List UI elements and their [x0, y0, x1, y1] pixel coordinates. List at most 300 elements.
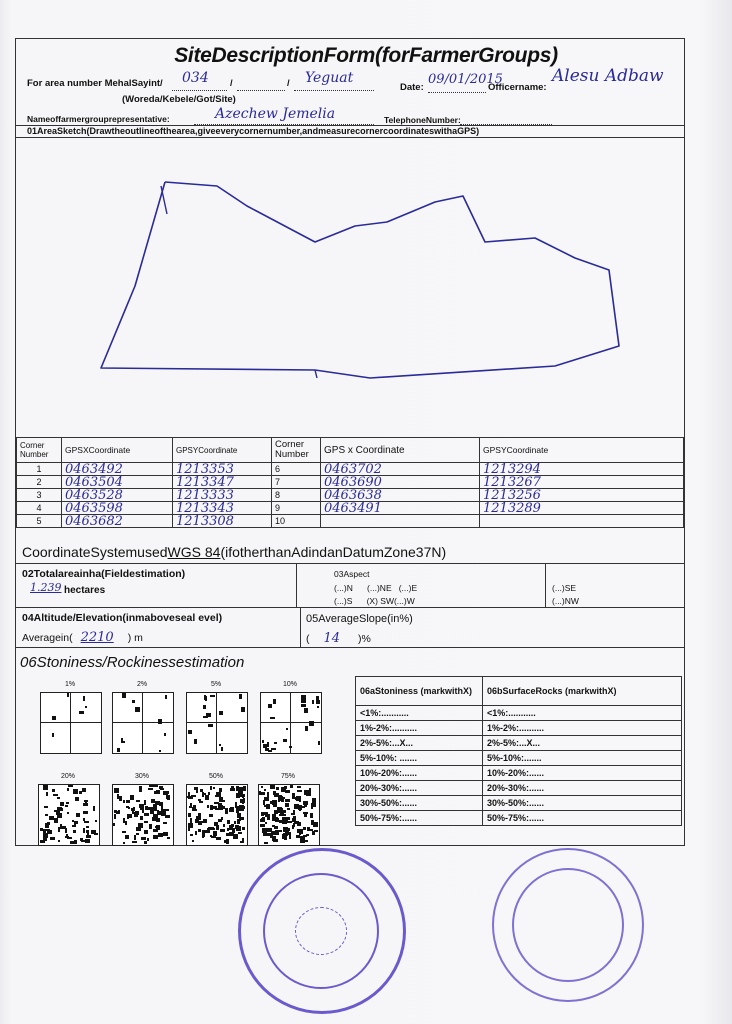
stone-mark [196, 789, 198, 793]
stone-mark [67, 812, 69, 814]
table-row: 5 0463682 1213308 10 [17, 515, 684, 528]
stone-mark [147, 838, 149, 841]
stone-mark [82, 788, 86, 792]
stone-mark [279, 814, 283, 816]
stone-mark [305, 790, 309, 794]
stone-mark [53, 794, 58, 796]
stone-mark [221, 817, 223, 820]
stone-mark [285, 828, 290, 831]
stone-mark [304, 814, 307, 817]
stone-mark [151, 799, 155, 803]
stone-mark [57, 797, 60, 799]
stone-mark [159, 802, 163, 806]
stone-mark [45, 814, 48, 816]
stone-mark [292, 818, 296, 822]
stone-mark [135, 707, 140, 712]
stone-mark [312, 831, 315, 835]
stone-mark [67, 693, 69, 697]
stone-mark [227, 828, 229, 831]
stone-mark [65, 836, 69, 838]
stone-mark [58, 827, 60, 832]
stone-mark [306, 834, 309, 836]
stone-mark [131, 808, 135, 811]
stoniness-grid-5pct [186, 692, 248, 754]
stone-mark [132, 841, 137, 843]
stone-mark [85, 706, 87, 708]
stone-mark [205, 830, 210, 833]
stone-mark [289, 832, 291, 837]
stone-mark [210, 695, 215, 697]
stone-mark [139, 789, 141, 792]
stone-mark [236, 826, 241, 831]
stone-mark [114, 810, 117, 813]
stone-mark [144, 841, 147, 844]
stone-mark [192, 808, 195, 811]
stone-mark [283, 814, 286, 816]
stone-mark [301, 695, 306, 700]
slope-line: ( 14 )% [306, 631, 371, 646]
stone-mark [73, 789, 78, 794]
stone-mark [265, 812, 268, 816]
table-row: 10%-20%:...... 10%-20%:...... [356, 766, 682, 781]
stone-mark [274, 826, 278, 829]
stone-mark [289, 746, 292, 748]
stone-mark [264, 789, 266, 791]
stone-mark [198, 799, 201, 801]
stone-mark [293, 812, 295, 815]
area-sublabel: (Woreda/Kebele/Got/Site) [122, 94, 236, 105]
stone-mark [157, 812, 161, 815]
stone-mark [264, 842, 268, 844]
table-row: 1 0463492 1213353 6 0463702 1213294 [17, 463, 684, 476]
table-row: 2%-5%:...X... 2%-5%:...X... [356, 736, 682, 751]
stone-mark [281, 799, 284, 802]
stone-mark [114, 814, 116, 819]
header-stoniness: 06aStoniness (markwithX) [356, 677, 483, 706]
table-row: 30%-50%:...... 30%-50%:...... [356, 796, 682, 811]
stone-mark [123, 842, 125, 844]
stone-mark [208, 724, 213, 727]
stone-mark [311, 807, 313, 809]
stone-mark [297, 786, 301, 788]
stone-mark [123, 800, 125, 803]
grid-label: 75% [280, 773, 295, 780]
header-gps-y-2: GPSYCoordinate [480, 438, 684, 463]
stone-mark [165, 695, 167, 699]
coordinate-system-line: CoordinateSystemusedWGS 84(ifotherthanAdindanDatumZone37N) [22, 544, 447, 560]
stone-mark [159, 750, 161, 752]
stone-mark [85, 839, 90, 843]
stone-mark [299, 800, 301, 802]
stone-mark [79, 711, 84, 714]
grid-label: 10% [282, 681, 297, 688]
stone-mark [297, 790, 302, 792]
stone-mark [136, 833, 139, 835]
stone-mark [68, 785, 73, 787]
stone-mark [293, 823, 295, 827]
stone-mark [114, 788, 119, 793]
stone-mark [60, 802, 64, 806]
stoniness-grid-75pct [258, 784, 320, 846]
stone-mark [316, 696, 319, 700]
stone-mark [126, 800, 130, 803]
stone-mark [214, 822, 218, 826]
stone-mark [209, 814, 213, 817]
stone-mark [285, 799, 290, 802]
stone-mark [276, 787, 279, 790]
stone-mark [135, 811, 139, 815]
stone-mark [219, 711, 223, 715]
stone-mark [74, 840, 77, 844]
stone-mark [130, 795, 134, 800]
stone-mark [231, 824, 233, 826]
stone-mark [273, 791, 276, 795]
stone-mark [44, 806, 48, 808]
stone-mark [46, 792, 48, 796]
stone-mark [286, 728, 288, 730]
stone-mark [284, 788, 286, 791]
stone-mark [83, 828, 85, 833]
stone-mark [240, 841, 243, 843]
stone-mark [122, 831, 126, 833]
stone-mark [154, 791, 157, 794]
stone-mark [268, 704, 272, 708]
stone-mark [270, 785, 275, 789]
stone-mark [224, 840, 229, 843]
stone-mark [140, 816, 143, 820]
stone-mark [265, 822, 267, 824]
stone-mark [125, 821, 127, 825]
header-surface-rocks: 06bSurfaceRocks (markwithX) [483, 677, 682, 706]
stone-mark [91, 830, 96, 834]
stone-mark [208, 792, 210, 795]
form-title: SiteDescriptionForm(forFarmerGroups) [174, 44, 558, 67]
stone-mark [126, 806, 129, 808]
tel-label: TelephoneNumber: [384, 115, 461, 125]
stone-mark [190, 834, 193, 836]
stone-mark [268, 750, 272, 752]
stone-mark [85, 802, 87, 804]
stone-mark [267, 828, 272, 832]
table-row: <1%:........... <1%:........... [356, 706, 682, 721]
stone-mark [188, 823, 193, 828]
stone-mark [310, 813, 313, 818]
stone-mark [262, 740, 264, 743]
grid-label: 2% [136, 681, 148, 688]
stone-mark [118, 810, 120, 813]
header-gps-y: GPSYCoordinate [173, 438, 272, 463]
stone-mark [211, 836, 216, 838]
stone-mark [232, 828, 235, 833]
stone-mark [93, 806, 95, 811]
stone-mark [203, 705, 206, 709]
total-area-value[interactable]: 1.239 [30, 581, 62, 594]
stone-mark [198, 829, 201, 832]
stone-mark [230, 788, 235, 791]
stone-mark [113, 823, 115, 826]
stone-mark [301, 829, 303, 834]
stone-mark [144, 813, 149, 816]
stone-mark [300, 836, 305, 838]
table-row: 5%-10%: ....... 5%-10%:....... [356, 751, 682, 766]
stone-mark [298, 796, 301, 799]
stone-mark [260, 824, 265, 827]
stone-mark [312, 798, 316, 803]
stone-mark [83, 811, 88, 814]
stone-mark [243, 786, 246, 791]
stone-mark [285, 803, 289, 807]
stoniness-grid-10pct [260, 692, 322, 754]
stone-mark [301, 704, 306, 707]
stone-mark [225, 808, 228, 813]
stone-mark [304, 708, 308, 713]
official-stamp-right [492, 848, 644, 1002]
stoniness-grid-1pct [40, 692, 102, 754]
stone-mark [86, 826, 89, 828]
stone-mark [303, 801, 308, 805]
altitude-label: 04Altitude/Elevation(inmaboveseal evel) [22, 612, 223, 624]
stone-mark [303, 828, 305, 830]
stone-mark [52, 733, 54, 737]
table-row: 2 0463504 1213347 7 0463690 1213267 [17, 476, 684, 489]
stone-mark [262, 817, 265, 819]
stone-mark [207, 828, 210, 830]
stone-mark [72, 820, 74, 822]
stone-mark [206, 713, 211, 717]
stone-mark [236, 806, 239, 811]
stone-mark [80, 838, 83, 841]
header-gps-x-2: GPS x Coordinate [321, 438, 480, 463]
stone-mark [191, 795, 196, 797]
stone-mark [195, 831, 197, 835]
stone-mark [73, 830, 76, 833]
stoniness-grid-30pct [112, 784, 174, 846]
officer-label: Officername: [488, 82, 547, 93]
stone-mark [286, 817, 290, 820]
stone-mark [132, 700, 135, 703]
stone-mark [52, 789, 55, 792]
stone-mark [300, 806, 305, 808]
stone-mark [242, 827, 245, 830]
stone-mark [214, 802, 219, 804]
stone-mark [260, 792, 265, 795]
stone-mark [294, 804, 299, 809]
aspect-row-2[interactable]: (...)S (X) SW(...)W [334, 596, 415, 606]
stone-mark [309, 721, 314, 726]
stone-mark [164, 809, 169, 811]
stone-mark [150, 788, 153, 790]
stone-mark [152, 809, 157, 811]
stone-mark [83, 696, 85, 701]
stone-mark [84, 821, 89, 823]
stone-mark [221, 747, 223, 751]
header-corner-number-2: Corner Number [272, 438, 321, 463]
stoniness-table [355, 676, 682, 826]
table-row: 3 0463528 1213333 8 0463638 1213256 [17, 489, 684, 502]
grid-label: 5% [210, 681, 222, 688]
stone-mark [45, 823, 49, 828]
stone-mark [272, 800, 277, 805]
stone-mark [241, 707, 245, 712]
stone-mark [149, 824, 152, 829]
date-value[interactable]: 09/01/2015 [428, 72, 503, 87]
stone-mark [274, 742, 277, 744]
stone-mark [158, 719, 162, 724]
stone-mark [317, 706, 319, 708]
stone-mark [313, 822, 318, 827]
stone-mark [119, 796, 122, 801]
stone-mark [40, 828, 43, 831]
stone-mark [153, 818, 158, 821]
stone-mark [267, 817, 270, 820]
stone-mark [158, 833, 163, 837]
stone-mark [194, 739, 197, 744]
stone-mark [142, 808, 144, 813]
altitude-line: Averagein( 2210 ) m [22, 630, 143, 645]
stone-mark [272, 818, 277, 821]
site-value[interactable]: Yeguat [305, 70, 354, 86]
stone-mark [300, 838, 305, 843]
grid-label: 30% [134, 773, 149, 780]
stone-mark [156, 825, 160, 830]
stone-mark [154, 785, 158, 787]
stone-mark [239, 787, 243, 790]
stone-mark [49, 816, 54, 820]
aspect-nw[interactable]: (...)NW [552, 596, 579, 606]
table-row: 50%-75%:...... 50%-75%:...... [356, 811, 682, 826]
grid-label: 1% [64, 681, 76, 688]
stone-mark [52, 716, 56, 720]
table-header-row [17, 438, 684, 463]
stoniness-grid-50pct [186, 784, 248, 846]
coordinate-system-value[interactable]: WGS 84 [167, 544, 221, 560]
stone-mark [270, 717, 275, 719]
stone-mark [144, 821, 148, 823]
stone-mark [279, 830, 282, 832]
stone-mark [86, 830, 89, 833]
stone-mark [166, 795, 169, 799]
stone-mark [136, 827, 141, 831]
grid-label: 50% [208, 773, 223, 780]
sketch-label: 01AreaSketch(Drawtheoutlineofthearea,giveeverycornernumber,andmeasurecornercoordinateswithaGPS) [27, 126, 480, 136]
stone-mark [202, 792, 204, 797]
stone-mark [210, 786, 212, 790]
stone-mark [223, 824, 225, 827]
rep-value[interactable]: Azechew Jemelia [215, 106, 336, 122]
stone-mark [267, 742, 269, 747]
stone-mark [198, 821, 202, 825]
stone-mark [83, 818, 85, 821]
stone-mark [216, 792, 221, 797]
stone-mark [226, 833, 229, 836]
stone-mark [292, 793, 295, 795]
stone-mark [295, 797, 297, 800]
area-sketch [15, 138, 685, 436]
stone-mark [58, 840, 60, 842]
stone-mark [86, 835, 91, 838]
stone-mark [287, 808, 290, 810]
table-row: 4 0463598 1213343 9 0463491 1213289 [17, 502, 684, 515]
stone-mark [188, 813, 191, 817]
stone-mark [316, 700, 320, 704]
stone-mark [163, 822, 167, 824]
stone-mark [303, 812, 308, 814]
stone-mark [239, 818, 241, 821]
area-value[interactable]: 034 [182, 70, 209, 86]
stone-mark [218, 805, 222, 807]
altitude-value[interactable]: 2210 [80, 630, 114, 645]
aspect-row-1[interactable]: (...)N (...)NE (...)E [334, 583, 418, 593]
stone-mark [283, 739, 287, 742]
stone-mark [220, 829, 225, 832]
stone-mark [57, 807, 62, 811]
stone-mark [264, 798, 267, 801]
total-area-unit: hectares [64, 585, 106, 596]
stone-mark [238, 832, 242, 834]
stone-mark [273, 699, 276, 704]
stone-mark [136, 800, 140, 802]
stone-mark [311, 803, 316, 807]
stone-mark [50, 837, 55, 840]
stone-mark [67, 788, 69, 791]
stone-mark [230, 807, 234, 812]
officer-value[interactable]: Alesu Adbaw [552, 66, 664, 86]
stone-mark [261, 786, 263, 788]
stone-mark [205, 795, 209, 800]
stone-mark [213, 806, 217, 809]
stone-mark [199, 801, 203, 803]
stone-mark [127, 815, 129, 819]
stone-mark [62, 826, 66, 829]
stoniness-grid-2pct [112, 692, 174, 754]
stone-mark [165, 815, 170, 818]
header-gps-x: GPSXCoordinate [62, 438, 173, 463]
stone-mark [305, 726, 308, 731]
stone-mark [219, 744, 221, 746]
stone-mark [167, 837, 170, 839]
stoniness-title: 06Stoniness/Rockinessestimation [20, 654, 245, 671]
stone-mark [192, 840, 194, 842]
stone-mark [43, 836, 47, 841]
slope-value[interactable]: 14 [323, 631, 341, 646]
area-label: For area number MehalSayint/ [27, 78, 163, 89]
stone-mark [134, 835, 136, 840]
stone-mark [240, 794, 245, 797]
stone-mark [273, 839, 278, 842]
stone-mark [213, 787, 215, 789]
stone-mark [144, 830, 148, 834]
stone-mark [234, 821, 236, 824]
stone-mark [203, 833, 205, 837]
stone-mark [141, 837, 146, 840]
stoniness-grid-20pct [38, 784, 100, 846]
stone-mark [43, 785, 48, 790]
stone-mark [74, 824, 76, 827]
stone-mark [76, 813, 80, 817]
coordinates-table [16, 437, 684, 528]
stone-mark [318, 741, 320, 745]
table-row: 1%-2%:.......... 1%-2%:.......... [356, 721, 682, 736]
stone-mark [216, 837, 221, 840]
aspect-se[interactable]: (...)SE [552, 583, 577, 593]
stone-mark [284, 836, 287, 840]
stone-mark [43, 829, 46, 832]
stone-mark [121, 741, 125, 743]
grid-label: 20% [60, 773, 75, 780]
stone-mark [270, 834, 273, 838]
stone-mark [65, 805, 68, 807]
stone-mark [264, 805, 268, 807]
